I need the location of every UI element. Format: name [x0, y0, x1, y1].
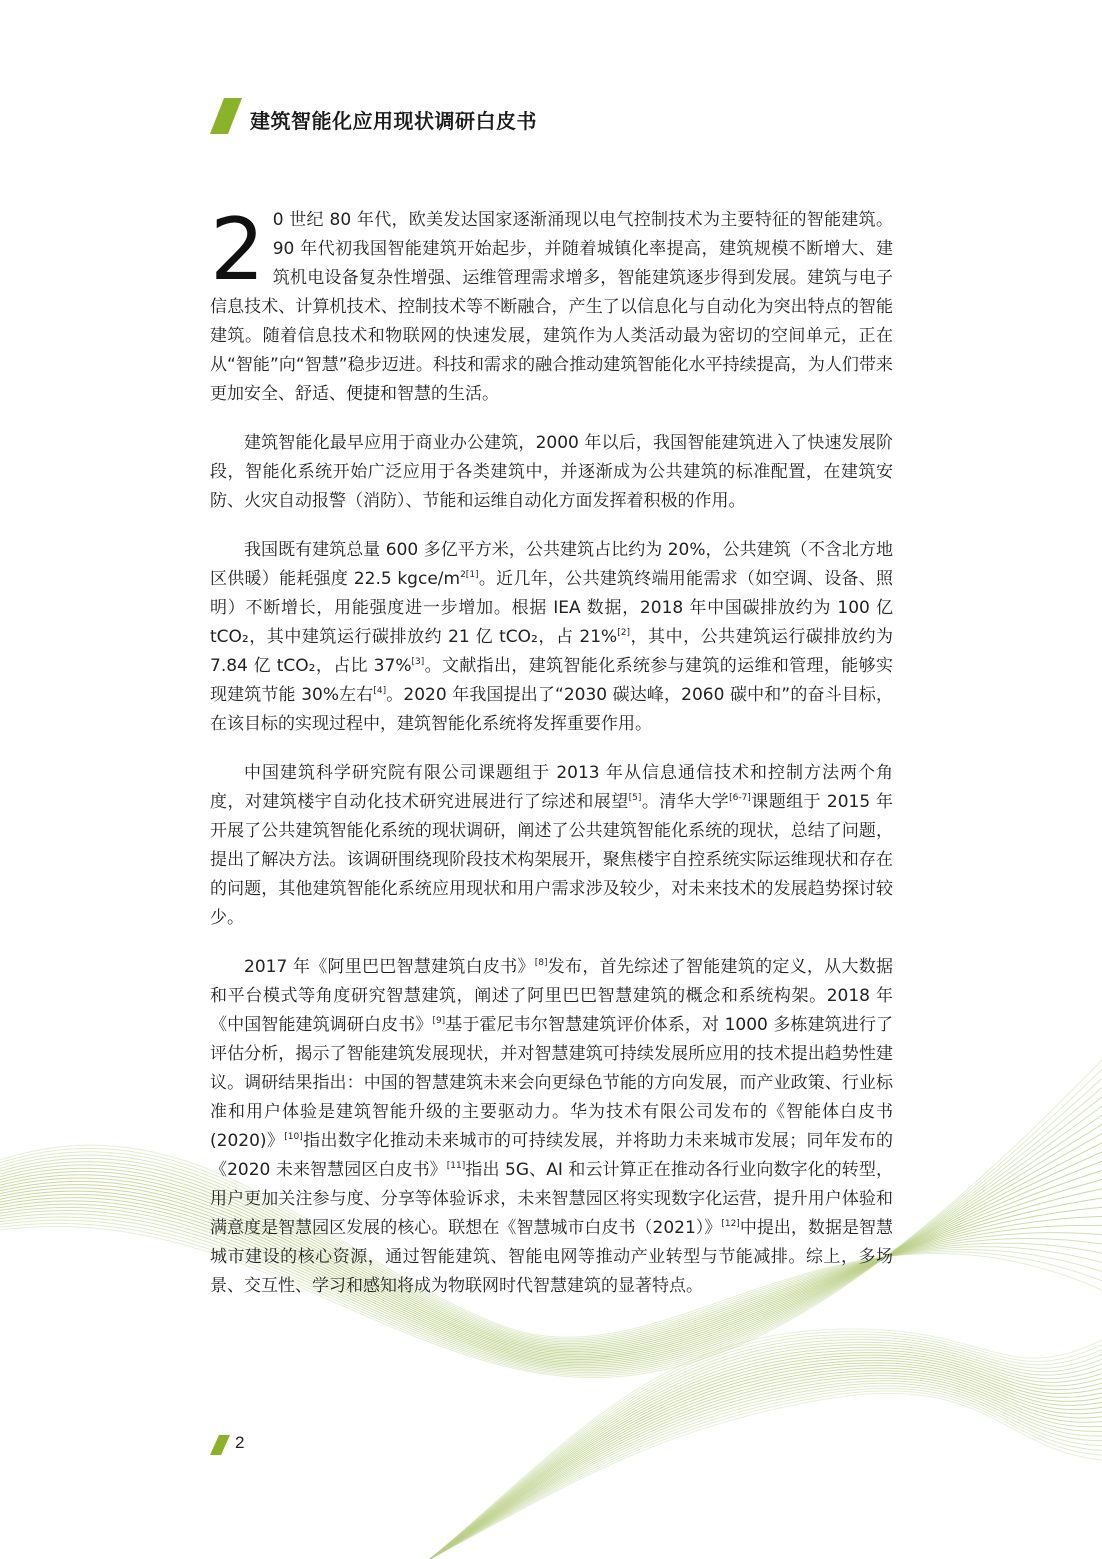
citation-ref: [8]: [534, 958, 548, 968]
page-number: 2: [235, 1433, 245, 1452]
text-span: 。清华大学: [641, 792, 730, 812]
citation-ref: [9]: [432, 1016, 446, 1026]
paragraph-5: [210, 953, 893, 1301]
text-span: 指出 5G、AI 和云计算正在推动各行业向数字化的转型，用户更加关注参与度、分享等体验诉求，未来智慧园区将实现数字化运营，提升用户体验和满意度是智慧园区发展的核心。联想在《智慧城市白皮书（2021）》: [210, 1160, 893, 1238]
citation-ref: [12]: [721, 1219, 740, 1229]
citation-ref: [10]: [284, 1132, 303, 1142]
text-span: 中提出，数据是智慧城市建设的核心资源，通过智能建筑、智能电网等推动产业转型与节能减排。综上，多场景、交互性、学习和感知将成为物联网时代智慧建筑的显著特点。: [210, 1218, 894, 1296]
body-text: [210, 200, 894, 1321]
citation-ref: [11]: [446, 1161, 466, 1171]
text-span: 2017 年《阿里巴巴智慧建筑白皮书》: [244, 957, 535, 977]
citation-ref: [3]: [411, 657, 425, 667]
citation-ref: [2]: [617, 628, 630, 638]
header-accent-icon: [210, 98, 242, 134]
text-span: 指出数字化推动未来城市的可持续发展，并将助力未来城市发展；同年发布的《2020 未来智慧园区白皮书》: [210, 1131, 893, 1180]
text-span: 发布，首先综述了智能建筑的定义，从大数据和平台模式等角度研究智慧建筑，阐述了阿里巴巴智慧建筑的概念和系统构架。2018 年《中国智能建筑调研白皮书》: [210, 957, 894, 1035]
drop-cap: 2: [210, 200, 265, 300]
citation-ref: [4]: [373, 686, 387, 696]
text-span: 基于霍尼韦尔智慧建筑评价体系，对 1000 多栋建筑进行了评估分析，揭示了智能建筑发展现状，并对智慧建筑可持续发展所应用的技术提出趋势性建议。调研结果指出：中国的智慧建筑未来会向更绿色节能的方向发展，而产业政策、行业标准和用户体验是建筑智能升级的主要驱动力。华为技术有限公司发布的《智能体白皮书(2020)》: [210, 1015, 894, 1151]
paragraph-3: [210, 536, 893, 739]
paragraph-1: [210, 200, 893, 409]
text-span: ，其中，公共建筑运行碳排放约为 7.84 亿 tCO₂，占比 37%: [210, 627, 894, 676]
text-span: 我国既有建筑总量 600 多亿平方米，公共建筑占比约为 20%，公共建筑（不含北方地区供暖）能耗强度 22.5 kgce/m: [210, 540, 893, 589]
citation-ref: [5]: [628, 793, 642, 803]
citation-ref: [6-7]: [729, 793, 751, 803]
text-span: 。文献指出，建筑智能化系统参与建筑的运维和管理，能够实现建筑节能 30%左右: [210, 656, 893, 705]
text-span: 中国建筑科学研究院有限公司课题组于 2013 年从信息通信技术和控制方法两个角度，对建筑楼宇自动化技术研究进展进行了综述和展望: [210, 763, 893, 812]
paragraph-2: 建筑智能化最早应用于商业办公建筑，2000 年以后，我国智能建筑进入了快速发展阶段，智能化系统开始广泛应用于各类建筑中，并逐渐成为公共建筑的标准配置，在建筑安防、火灾自动报警（消防）、节能和运维自动化方面发挥着积极的作用。: [210, 433, 893, 511]
paragraph-4: [210, 759, 893, 933]
paragraph-1-text: 0 世纪 80 年代，欧美发达国家逐渐涌现以电气控制技术为主要特征的智能建筑。90 年代初我国智能建筑开始起步，并随着城镇化率提高，建筑规模不断增大、建筑机电设备复杂性增强、运维管理需求增多，智能建筑逐步得到发展。建筑与电子信息技术、计算机技术、控制技术等不断融合，产生了以信息化与自动化为突出特点的智能建筑。随着信息技术和物联网的快速发展，建筑作为人类活动最为密切的空间单元，正在从“智能”向“智慧”稳步迈进。科技和需求的融合推动建筑智能化水平持续提高，为人们带来更加安全、舒适、便捷和智慧的生活。: [210, 210, 893, 404]
text-span: 课题组于 2015 年开展了公共建筑智能化系统的现状调研，阐述了公共建筑智能化系统的现状，总结了问题，提出了解决方法。该调研围绕现阶段技术构架展开，聚焦楼宇自控系统实际运维现状和存在的问题，其他建筑智能化系统应用现状和用户需求涉及较少，对未来技术的发展趋势探讨较少。: [210, 792, 894, 928]
text-span: 。近几年，公共建筑终端用能需求（如空调、设备、照明）不断增长，用能强度进一步增加。根据 IEA 数据，2018 年中国碳排放约为 100 亿 tCO₂，其中建筑运行碳排放约 21 亿 tCO₂，占 21%: [210, 569, 894, 647]
document-title: 建筑智能化应用现状调研白皮书: [250, 109, 537, 133]
footer-accent-icon: [210, 1435, 230, 1455]
text-span: 。2020 年我国提出了“2030 碳达峰，2060 碳中和”的奋斗目标，在该目标的实现过程中，建筑智能化系统将发挥重要作用。: [210, 685, 893, 734]
citation-ref: 2[1]: [460, 570, 479, 580]
